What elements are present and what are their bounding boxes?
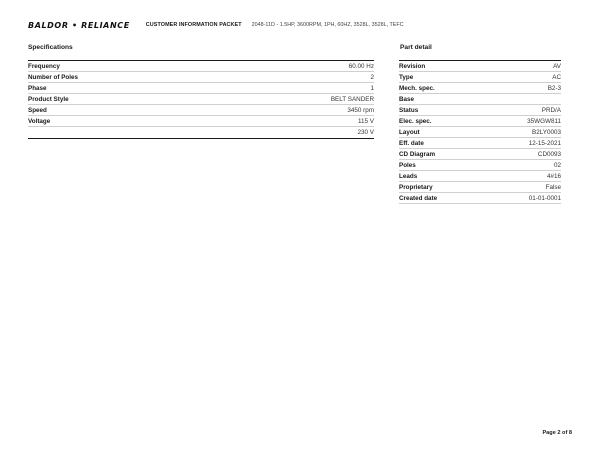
part-row	[399, 105, 561, 116]
part-label: Status	[399, 106, 419, 114]
part-label: Base	[399, 95, 415, 103]
part-row	[399, 72, 561, 83]
specifications-heading: Specifications	[28, 44, 73, 51]
part-label: Layout	[399, 128, 420, 136]
part-row	[399, 116, 561, 127]
part-row	[399, 182, 561, 193]
spec-row	[28, 105, 374, 116]
spec-row	[28, 94, 374, 105]
part-value: 35WGW811	[527, 117, 561, 125]
spec-label: Speed	[28, 106, 47, 114]
part-value: AC	[552, 73, 561, 81]
part-label: Eff. date	[399, 139, 424, 147]
spec-row	[28, 61, 374, 72]
spec-label: Product Style	[28, 95, 69, 103]
spec-value: 60.00 Hz	[348, 62, 374, 70]
part-value: 02	[553, 161, 561, 169]
part-row	[399, 127, 561, 138]
part-row	[399, 94, 561, 105]
page-number: Page 2 of 8	[542, 430, 572, 436]
part-label: CD Diagram	[399, 150, 436, 158]
part-row	[399, 138, 561, 149]
part-value: 12-15-2021	[528, 139, 561, 147]
part-label: Created date	[399, 194, 438, 202]
part-label: Poles	[399, 161, 416, 169]
spec-value: 1	[370, 84, 374, 92]
part-value: B2LY0003	[532, 128, 561, 136]
spec-value: 2	[370, 73, 374, 81]
spec-row	[28, 83, 374, 94]
part-label: Proprietary	[399, 183, 433, 191]
spec-value: BELT SANDER	[330, 95, 374, 103]
page-header	[28, 18, 578, 32]
part-value: AV	[553, 62, 561, 70]
spec-value: 230 V	[357, 129, 374, 136]
spec-label: Voltage	[28, 117, 51, 125]
spec-row	[28, 72, 374, 83]
part-value: False	[545, 183, 561, 191]
spec-value: 3450 rpm	[347, 106, 374, 114]
part-label: Elec. spec.	[399, 117, 432, 125]
specifications-table	[28, 60, 374, 139]
spec-label: Frequency	[28, 62, 60, 70]
part-detail-heading: Part detail	[400, 44, 432, 51]
document-title: CUSTOMER INFORMATION PACKET	[145, 22, 242, 28]
spec-label: Phase	[28, 84, 47, 92]
spec-row	[28, 127, 374, 138]
part-value: CD0093	[537, 150, 561, 158]
spec-value: 115 V	[358, 117, 374, 125]
part-label: Type	[399, 73, 414, 81]
part-row	[399, 149, 561, 160]
part-detail-table	[399, 60, 561, 204]
part-value: PRD/A	[541, 106, 561, 114]
spec-label: Number of Poles	[28, 73, 79, 81]
part-label: Leads	[399, 172, 418, 180]
document-subtitle: 2048-11D - 1.5HP, 3600RPM, 1PH, 60HZ, 3528L, 3528L, TEFC	[251, 22, 404, 28]
spec-row	[28, 116, 374, 127]
part-row	[399, 171, 561, 182]
part-row	[399, 193, 561, 204]
part-row	[399, 160, 561, 171]
part-value: B2-3	[547, 84, 561, 92]
part-value: 4#16	[546, 172, 561, 180]
brand-logo: BALDOR • RELIANCE	[28, 20, 130, 30]
part-value: 01-01-0001	[528, 194, 561, 202]
part-label: Revision	[399, 62, 426, 70]
part-row	[399, 61, 561, 72]
part-row	[399, 83, 561, 94]
part-label: Mech. spec.	[399, 84, 435, 92]
